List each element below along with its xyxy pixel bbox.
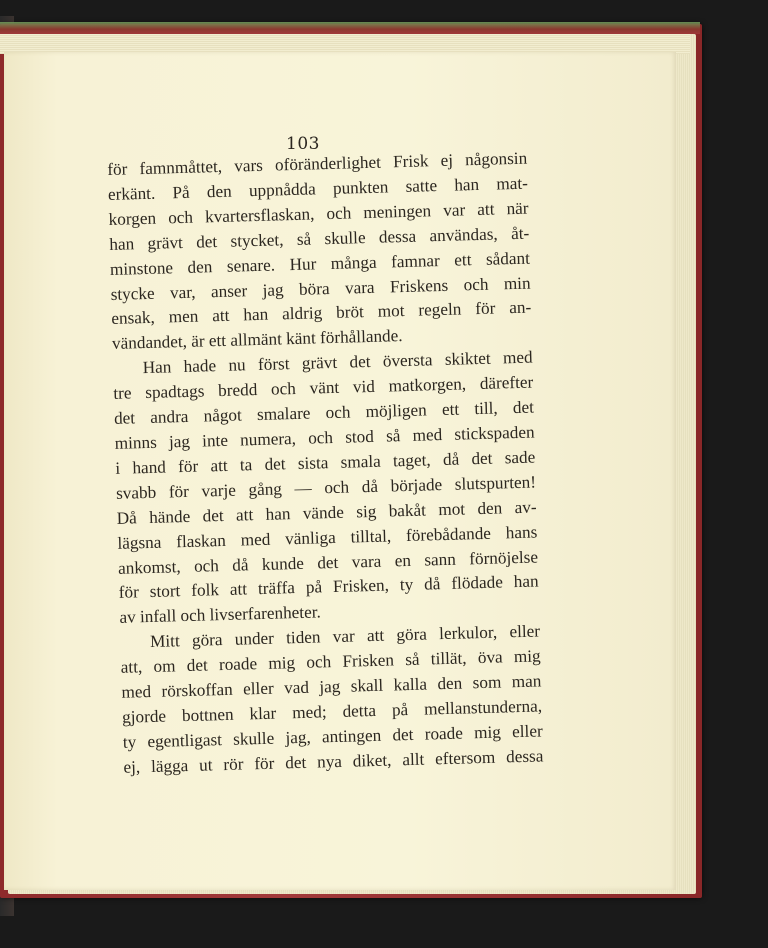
text-line: för stort folk att träffa på Frisken, ty då flödade han [118,571,539,603]
text-line: stycke var, anser jag böra vara Friskens och min [110,273,531,304]
text-line: det andra något smalare och möjligen ett till, det [113,397,535,428]
text-line: av infall och livserfarenheter. [119,602,322,628]
text-line: Han hade nu först grävt det översta skiktet med [142,347,533,378]
text-line: erkänt. På den uppnådda punkten satte han mat- [107,173,529,204]
text-line: vändandet, är ett allmänt känt förhållande. [111,326,403,354]
text-line: tre spadtags bredd och vänt vid matkorgen, därefter [113,372,534,404]
text-line: lägsna flaskan med vänliga tilltal, förebådande hans [117,522,538,553]
text-line: korgen och kvartersflaskan, och meningen var att när [108,198,529,229]
text-line: gjorde bottnen klar med; detta på mellanstunderna, [121,696,543,727]
text-line: ankomst, och då kunde det vara en sann förnöjelse [117,546,539,578]
text-line: Då hände det att han vände sig bakåt mot den av- [116,497,537,528]
text-line: för famnmåttet, vars oföränderlighet Frisk ej någonsin [107,148,528,179]
text-line: i hand för att ta det sista smala taget, då det sade [115,447,536,478]
text-line: att, om det roade mig och Frisken så tillät, öva mig [120,646,541,677]
text-line: minstone den senare. Hur många famnar ett sådant [109,248,531,279]
page-edges-top [0,34,690,54]
text-line: med rörskoffan eller vad jag skall kalla den som man [121,671,542,702]
text-line: han grävt det stycket, så skulle dessa användas, åt- [109,223,530,254]
text-line: ty egentligast skulle jag, antingen det roade mig eller [122,721,543,752]
text-line: Mitt göra under tiden var att göra lerkulor, eller [149,621,541,652]
page-text [107,147,544,781]
text-line: ensak, men att han aldrig bröt mot regeln för an- [111,298,532,329]
page-number: 103 [286,134,320,154]
book-cover-top-edge [0,22,700,34]
text-line: ej, lägga ut rör för det nya diket, allt eftersom dessa [123,746,544,777]
text-line: svabb för varje gång — och då började slutspurten! [115,472,537,503]
text-line: minns jag inte numera, och stod så med stickspaden [114,422,535,453]
